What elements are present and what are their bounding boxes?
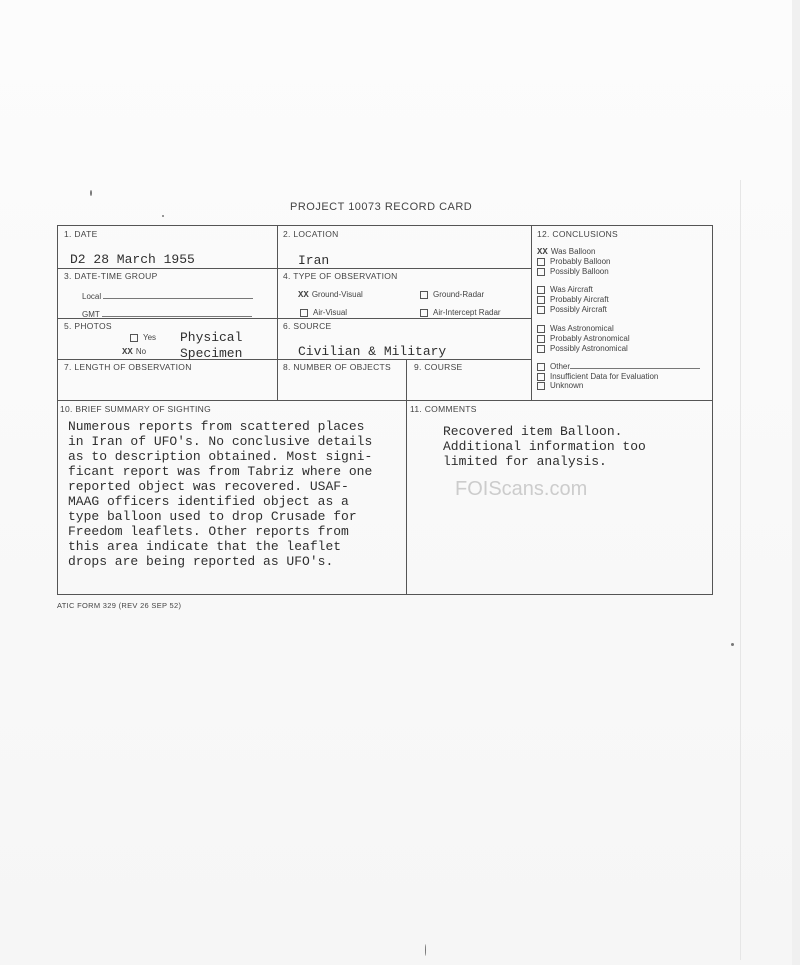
scan-edge (792, 0, 800, 965)
checkbox-icon (537, 268, 545, 276)
photos-yes-label: Yes (143, 333, 157, 342)
conclusion-label: Was Aircraft (550, 285, 593, 294)
conclusion-unknown (537, 381, 583, 391)
checkbox-icon (537, 382, 545, 390)
summary-line: as to description obtained. Most signi- (68, 449, 373, 464)
checkbox-icon (130, 334, 138, 342)
obs-air-visual-label: Air-Visual (313, 308, 348, 317)
obs-air-intercept-radar (420, 308, 501, 317)
gmt-label: GMT (82, 310, 100, 319)
comments-line: limited for analysis. (443, 454, 607, 469)
scan-crease (740, 180, 741, 960)
scan-speck (162, 215, 164, 217)
obs-air-intercept-radar-label: Air-Intercept Radar (433, 308, 501, 317)
conclusion-label: Other (550, 362, 571, 371)
checkbox-icon (537, 306, 545, 314)
conclusion-possibly-astronomical (537, 344, 628, 354)
course-label: 9. COURSE (414, 362, 463, 372)
summary-line: drops are being reported as UFO's. (68, 554, 334, 569)
divider-course (406, 360, 407, 595)
conclusion-label: Possibly Astronomical (550, 344, 628, 353)
physical-specimen-line1: Physical (180, 330, 243, 345)
summary-line: in Iran of UFO's. No conclusive details (68, 434, 373, 449)
conclusion-label: Probably Astronomical (550, 334, 630, 343)
summary-line: ficant report was from Tabriz where one (68, 464, 373, 479)
conclusion-label: Insufficient Data for Evaluation (550, 372, 659, 381)
type-of-observation-label: 4. TYPE OF OBSERVATION (283, 271, 398, 281)
conclusion-was-aircraft (537, 285, 593, 295)
conclusion-label: Was Astronomical (550, 324, 614, 333)
local-blank (103, 290, 253, 299)
comments-line: Additional information too (443, 439, 646, 454)
checkbox-icon (537, 335, 545, 343)
obs-ground-radar (420, 290, 484, 299)
conclusion-probably-balloon (537, 257, 610, 267)
comments-label: 11. COMMENTS (410, 404, 477, 414)
scan-speck (90, 190, 92, 196)
checkbox-icon (420, 291, 428, 299)
number-of-objects-label: 8. NUMBER OF OBJECTS (283, 362, 392, 372)
conclusion-label: Probably Balloon (550, 257, 611, 266)
location-value: Iran (298, 253, 330, 268)
gmt-field (82, 308, 252, 319)
date-label: 1. DATE (64, 229, 98, 239)
check-mark: XX (298, 290, 309, 300)
obs-air-visual (300, 308, 347, 317)
conclusion-label: Probably Aircraft (550, 295, 609, 304)
summary-line: reported object was recovered. USAF- (68, 479, 349, 494)
summary-line: Numerous reports from scattered places (68, 419, 365, 434)
conclusion-possibly-aircraft (537, 305, 607, 315)
location-label: 2. LOCATION (283, 229, 339, 239)
divider-row-1 (57, 268, 531, 269)
conclusion-possibly-balloon (537, 267, 609, 277)
divider-row-4 (57, 400, 713, 401)
divider-col-conclusions (531, 226, 532, 400)
local-label: Local (82, 292, 102, 301)
comments-line: Recovered item Balloon. (443, 424, 623, 439)
gmt-blank (102, 308, 252, 317)
length-of-observation-label: 7. LENGTH OF OBSERVATION (64, 362, 192, 372)
summary-line: type balloon used to drop Crusade for (68, 509, 357, 524)
conclusion-probably-astronomical (537, 334, 630, 344)
checkbox-icon (537, 345, 545, 353)
comments-text (443, 424, 646, 469)
scan-speck (731, 643, 734, 646)
checkbox-icon (537, 258, 545, 266)
scan-speck (425, 944, 426, 956)
checkbox-icon (537, 286, 545, 294)
physical-specimen-line2: Specimen (180, 346, 243, 361)
checkbox-icon (537, 363, 545, 371)
divider-col-a (277, 226, 278, 400)
conclusion-was-balloon (537, 247, 595, 258)
date-time-group-label: 3. DATE-TIME GROUP (64, 271, 158, 281)
checkbox-icon (420, 309, 428, 317)
check-mark: XX (537, 247, 548, 257)
checkbox-icon (537, 296, 545, 304)
photos-no-label: No (135, 347, 147, 356)
divider-row-3 (57, 359, 531, 360)
summary-line: MAAG officers identified object as a (68, 494, 349, 509)
local-field (82, 290, 253, 301)
form-footer: ATIC FORM 329 (REV 26 SEP 52) (57, 601, 182, 610)
checkbox-icon (537, 325, 545, 333)
obs-ground-visual-label: Ground-Visual (311, 290, 363, 299)
photos-no (122, 347, 146, 357)
conclusion-was-astronomical (537, 324, 614, 334)
obs-ground-visual (298, 290, 363, 300)
summary-line: Freedom leaflets. Other reports from (68, 524, 349, 539)
photos-yes (130, 333, 156, 342)
conclusion-label: Unknown (550, 381, 584, 390)
summary-text (68, 419, 372, 569)
source-label: 6. SOURCE (283, 321, 332, 331)
other-blank (570, 363, 700, 369)
date-value: D2 28 March 1955 (70, 252, 195, 267)
conclusion-label: Was Balloon (550, 247, 596, 256)
conclusion-probably-aircraft (537, 295, 609, 305)
conclusion-label: Possibly Balloon (550, 267, 609, 276)
conclusion-other (537, 362, 700, 372)
obs-ground-radar-label: Ground-Radar (433, 290, 485, 299)
conclusion-label: Possibly Aircraft (550, 305, 607, 314)
check-mark: XX (122, 347, 133, 357)
conclusions-label: 12. CONCLUSIONS (537, 229, 619, 239)
card-title: PROJECT 10073 RECORD CARD (290, 201, 473, 213)
summary-label: 10. BRIEF SUMMARY OF SIGHTING (60, 404, 212, 414)
photos-label: 5. PHOTOS (64, 321, 112, 331)
checkbox-icon (300, 309, 308, 317)
watermark: FOIScans.com (455, 478, 588, 500)
checkbox-icon (537, 373, 545, 381)
source-value: Civilian & Military (298, 344, 447, 359)
summary-line: this area indicate that the leaflet (68, 539, 342, 554)
